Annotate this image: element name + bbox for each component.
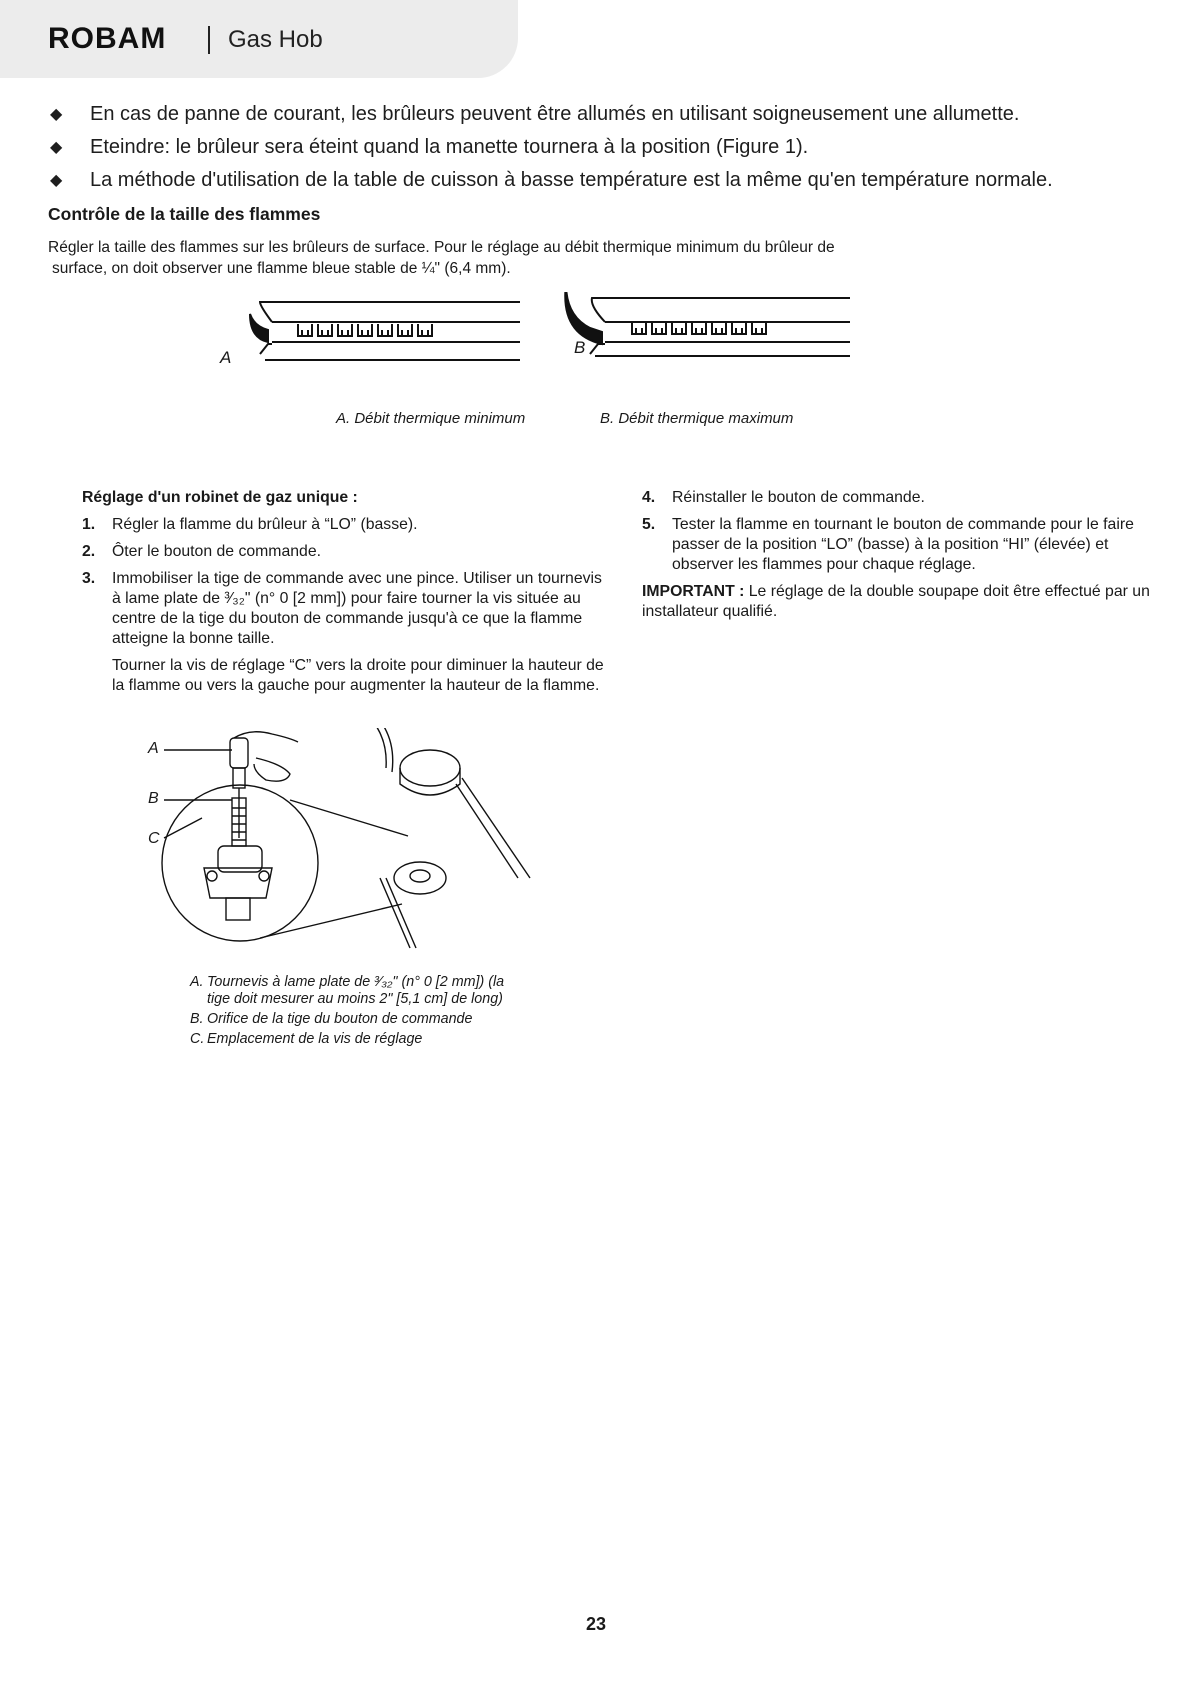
subsection-title: Réglage d'un robinet de gaz unique : xyxy=(82,489,358,506)
step-number: 3. xyxy=(82,570,96,587)
step-text: Réinstaller le bouton de commande. xyxy=(672,489,925,506)
bullet-list xyxy=(48,98,1053,197)
caption-item xyxy=(190,974,530,1008)
page-number: 23 xyxy=(585,1614,607,1634)
step-text: Tester la flamme en tournant le bouton de commande pour le faire passer de la position “LO” (basse) à la position “HI” (élevée) et observer les flammes pour chaque réglage. xyxy=(672,516,1134,573)
intro-line: Régler la taille des flammes sur les brûleurs de surface. Pour le réglage au débit thermique minimum du brûleur de xyxy=(48,239,835,256)
burner-label-a: A xyxy=(220,348,232,367)
important-note xyxy=(642,582,1172,622)
bullet-item xyxy=(48,131,1053,164)
diamond-bullet-icon: ◆ xyxy=(50,172,63,189)
caption-item xyxy=(190,1031,530,1048)
step-text: Ôter le bouton de commande. xyxy=(112,543,321,560)
step-number: 5. xyxy=(642,516,656,533)
caption-text: Emplacement de la vis de réglage xyxy=(207,1031,423,1047)
burner-caption-a: A. Débit thermique minimum xyxy=(336,410,526,427)
burner-flame-illustration xyxy=(210,292,910,372)
step-text: Immobiliser la tige de commande avec une pince. Utiliser un tournevis à lame plate de ³⁄₃₂" (n° 0 [2 mm]) pour faire tourner la vis située au centre de la tige du bouton de commande jusqu'à ce que la flamme atteigne la bonne taille. xyxy=(112,570,602,647)
bullet-text: En cas de panne de courant, les brûleurs peuvent être allumés en utilisant soigneusement une allumette. xyxy=(90,103,1020,125)
section-title: Contrôle de la taille des flammes xyxy=(48,204,321,224)
valve-label-a: A xyxy=(148,740,159,757)
step-item xyxy=(82,542,612,562)
right-column xyxy=(642,488,1172,622)
header-divider xyxy=(208,26,210,54)
burner-label-b: B xyxy=(574,338,586,357)
important-text: Le réglage de la double soupape doit être effectué par un installateur qualifié. xyxy=(642,583,1150,620)
caption-key: A. xyxy=(190,974,204,990)
step-extra-text: Tourner la vis de réglage “C” vers la droite pour diminuer la hauteur de la flamme ou vers la gauche pour augmenter la hauteur de la flamme. xyxy=(112,657,604,694)
step-number: 1. xyxy=(82,516,96,533)
important-label: IMPORTANT : xyxy=(642,583,745,600)
diamond-bullet-icon: ◆ xyxy=(50,106,63,123)
step-number: 4. xyxy=(642,489,656,506)
brand-logo: ROBAM xyxy=(48,22,167,55)
step-item xyxy=(642,515,1172,575)
bullet-text: Eteindre: le brûleur sera éteint quand la manette tournera à la position (Figure 1). xyxy=(90,136,809,158)
step-item xyxy=(642,488,1172,508)
caption-item xyxy=(190,1011,530,1028)
intro-line: surface, on doit observer une flamme bleue stable de ¼" (6,4 mm). xyxy=(52,260,511,277)
burner-a-drawing xyxy=(250,302,520,360)
caption-key: C. xyxy=(190,1031,205,1047)
burner-b-drawing xyxy=(565,292,850,356)
valve-label-c: C xyxy=(148,830,160,847)
caption-text: Tournevis à lame plate de ³⁄₃₂" (n° 0 [2 mm]) (la tige doit mesurer au moins 2" [5,1 cm] de long) xyxy=(207,974,505,1007)
header-subtitle: Gas Hob xyxy=(228,26,323,53)
bullet-item xyxy=(48,98,1053,131)
caption-key: B. xyxy=(190,1011,204,1027)
bullet-item xyxy=(48,164,1053,197)
burner-caption-b: B. Débit thermique maximum xyxy=(600,410,794,427)
step-number: 2. xyxy=(82,543,96,560)
step-item xyxy=(82,515,612,535)
diamond-bullet-icon: ◆ xyxy=(50,139,63,156)
valve-label-b: B xyxy=(148,790,159,807)
caption-text: Orifice de la tige du bouton de commande xyxy=(207,1011,473,1027)
left-column xyxy=(82,488,612,703)
valve-figure-captions xyxy=(190,974,530,1051)
step-item xyxy=(82,569,612,696)
section-intro xyxy=(48,237,978,279)
bullet-text: La méthode d'utilisation de la table de cuisson à basse température est la même qu'en température normale. xyxy=(90,169,1053,191)
step-text: Régler la flamme du brûleur à “LO” (basse). xyxy=(112,516,418,533)
valve-adjustment-illustration xyxy=(140,728,550,968)
